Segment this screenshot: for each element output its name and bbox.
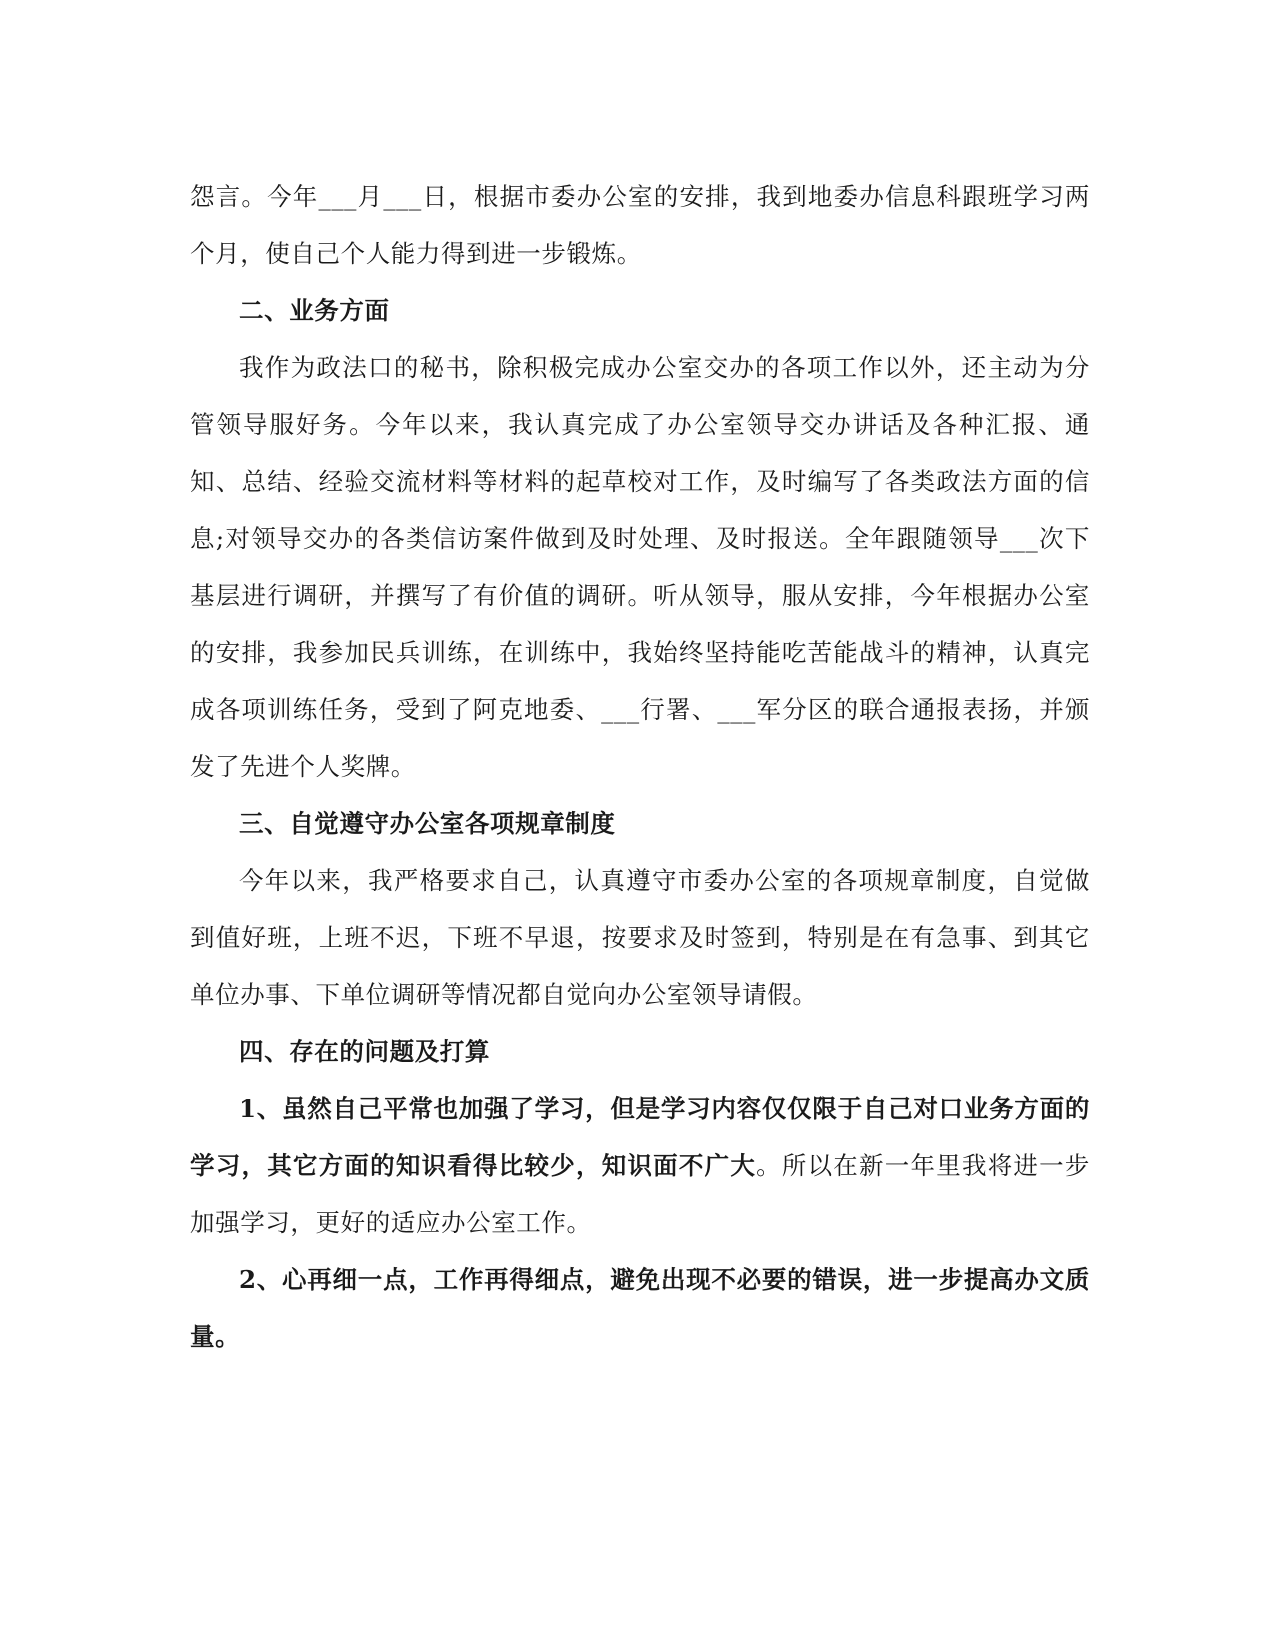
paragraph-business: 我作为政法口的秘书，除积极完成办公室交办的各项工作以外，还主动为分管领导服好务。今年以来，我认真完成了办公室领导交办讲话及各种汇报、通知、总结、经验交流材料等材料的起草校对工作，及时编写了各类政法方面的信息;对领导交办的各类信访案件做到及时处理、及时报送。全年跟随领导___次下基层进行调研，并撰写了有价值的调研。听从领导，服从安排，今年根据办公室的安排，我参加民兵训练，在训练中，我始终坚持能吃苦能战斗的精神，认真完成各项训练任务，受到了阿克地委、___行署、___军分区的联合通报表扬，并颁发了先进个人奖牌。 [190, 353, 1090, 781]
paragraph-rules: 今年以来，我严格要求自己，认真遵守市委办公室的各项规章制度，自觉做到值好班，上班不迟，下班不早退，按要求及时签到，特别是在有急事、到其它单位办事、下单位调研等情况都自觉向办公室领导请假。 [190, 866, 1090, 1009]
section-heading-business: 二、业务方面 [239, 296, 390, 325]
item-1-plain-text: 。所以在新一年里我将进一步加强学习，更好的适应办公室工作。 [190, 1151, 1090, 1237]
section-heading-rules: 三、自觉遵守办公室各项规章制度 [239, 809, 616, 838]
item-1-bold-text: 1、虽然自己平常也加强了学习，但是学习内容仅仅限于自己对口业务方面的学习，其它方面的知识看得比较少，知识面不广大 [190, 1094, 1090, 1180]
section-heading-problems: 四、存在的问题及打算 [239, 1037, 490, 1066]
paragraph-item-2: 2、心再细一点，工作再得细点，避免出现不必要的错误，进一步提高办文质量。 [190, 1265, 1090, 1351]
document-body [190, 168, 1090, 1365]
paragraph-intro-tail: 怨言。今年___月___日，根据市委办公室的安排，我到地委办信息科跟班学习两个月，使自己个人能力得到进一步锻炼。 [190, 182, 1090, 268]
paragraph-item-1 [190, 1080, 1090, 1251]
